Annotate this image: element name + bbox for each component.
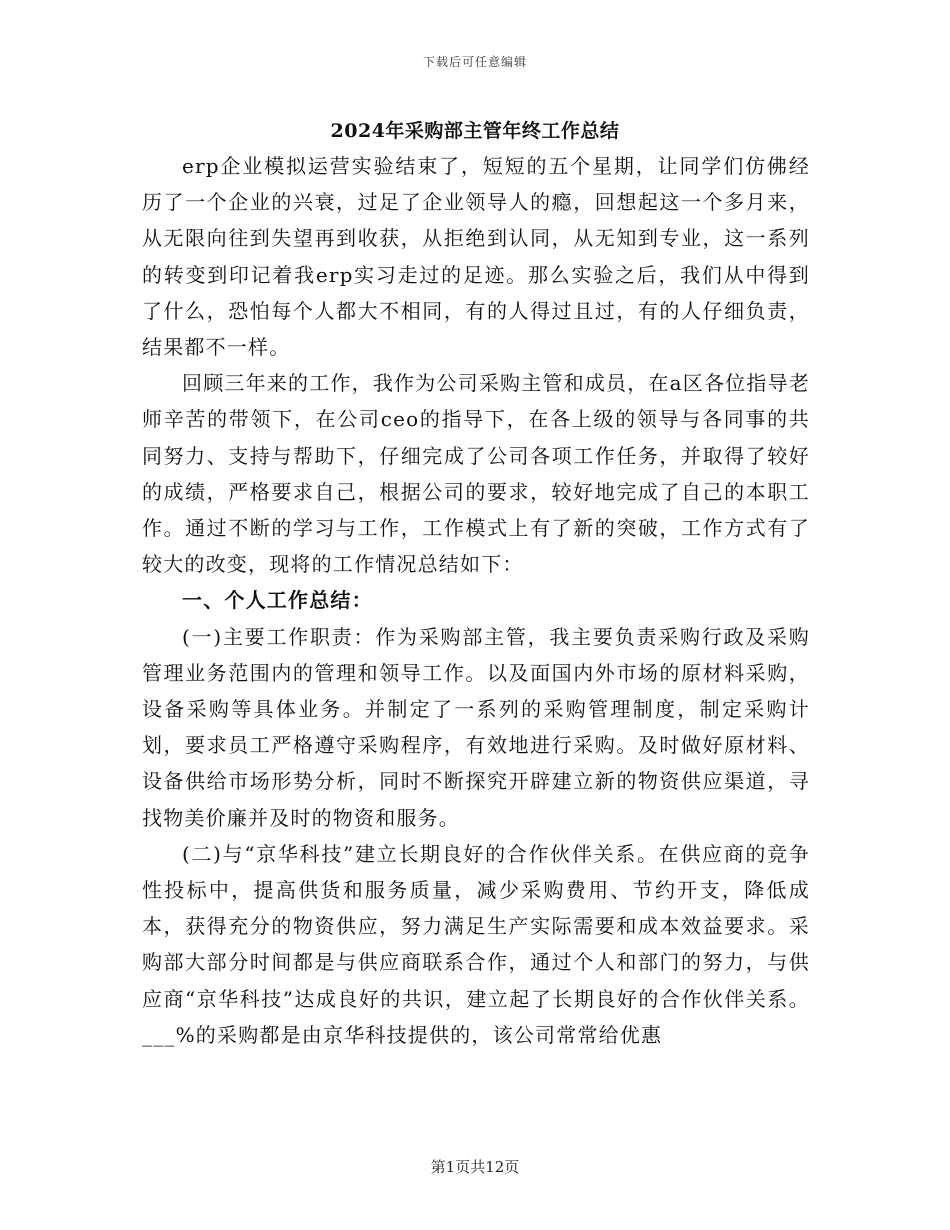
paragraph-intro: erp企业模拟运营实验结束了，短短的五个星期，让同学们仿佛经历了一个企业的兴衰，过足了企业领导人的瘾，回想起这一个多月来，从无限向往到失望再到收获，从拒绝到认同，从无知到专业，这一系列的转变到印记着我erp实习走过的足迹。那么实验之后，我们从中得到了什么，恐怕每个人都大不相同，有的人得过且过，有的人仔细负责，结果都不一样。 [142,154,810,360]
document-title: 2024年采购部主管年终工作总结 [330,120,620,142]
document-body [142,148,810,1053]
paragraph-review: 回顾三年来的工作，我作为公司采购主管和成员，在a区各位指导老师辛苦的带领下，在公司ceo的指导下，在各上级的领导与各同事的共同努力、支持与帮助下，仔细完成了公司各项工作任务，并取得了较好的成绩，严格要求自己，根据公司的要求，较好地完成了自己的本职工作。通过不断的学习与工作，工作模式上有了新的突破，工作方式有了较大的改变，现将的工作情况总结如下： [142,371,810,577]
page-header-note: 下载后可任意编辑 [422,55,527,69]
paragraph-main-duties: (一)主要工作职责：作为采购部主管，我主要负责采购行政及采购管理业务范围内的管理和领导工作。以及面国内外市场的原材料采购，设备采购等具体业务。并制定了一系列的采购管理制度，制定采购计划，要求员工严格遵守采购程序，有效地进行采购。及时做好原材料、设备供给市场形势分析，同时不断探究开辟建立新的物资供应渠道，寻找物美价廉并及时的物资和服务。 [142,624,810,830]
page-number: 第1页共12页 [430,1158,520,1176]
paragraph-partnership: (二)与“京华科技”建立长期良好的合作伙伴关系。在供应商的竞争性投标中，提高供货和服务质量，减少采购费用、节约开支，降低成本，获得充分的物资供应，努力满足生产实际需要和成本效益要求。采购部大部分时间都是与供应商联系合作，通过个人和部门的努力，与供应商“京华科技”达成良好的共识，建立起了长期良好的合作伙伴关系。___%的采购都是由京华科技提供的，该公司常常给优惠 [142,841,810,1047]
section-heading-personal-summary: 一、个人工作总结： [182,588,373,613]
